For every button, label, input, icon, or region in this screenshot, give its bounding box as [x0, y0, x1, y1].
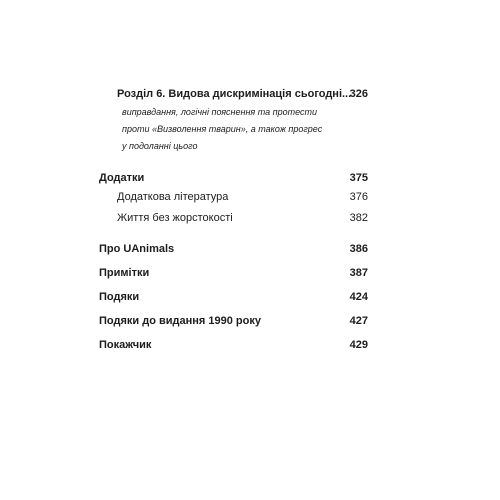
chapter-description-line: проти «Визволення тварин», а також прогрес: [122, 124, 323, 134]
chapter-description-line: у подоланні цього: [122, 141, 198, 151]
chapter-description: [122, 104, 322, 155]
toc-entry-page-number: 427: [349, 315, 368, 327]
toc-entry-page-number: 424: [349, 291, 368, 303]
chapter-description-line: виправдання, логічні пояснення та протести: [122, 107, 317, 117]
appendix-item-label: Додаткова література: [117, 191, 229, 203]
appendix-item-page-number: 376: [349, 191, 368, 203]
appendices-title: Додатки: [99, 172, 145, 184]
appendices-page-number: 375: [349, 172, 368, 184]
toc-entry-page-number: 429: [349, 339, 368, 351]
toc-entry-page-number: 386: [349, 243, 368, 255]
toc-entry-label: Подяки: [99, 291, 140, 303]
toc-entry-label: Подяки до видання 1990 року: [99, 315, 261, 327]
toc-entry-label: Примітки: [99, 267, 150, 279]
toc-entry-page-number: 387: [349, 267, 368, 279]
appendix-item-page-number: 382: [349, 212, 368, 224]
chapter-title: Розділ 6. Видова дискримінація сьогодні...: [117, 88, 352, 100]
toc-entry-label: Про UAnimals: [99, 243, 175, 255]
toc-entry-label: Покажчик: [99, 339, 152, 351]
appendix-item-label: Життя без жорстокості: [117, 212, 233, 224]
chapter-page-number: 326: [349, 88, 368, 100]
